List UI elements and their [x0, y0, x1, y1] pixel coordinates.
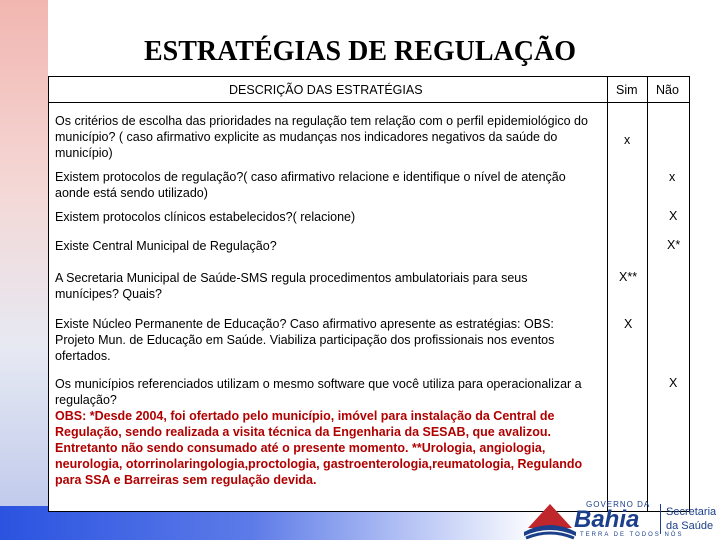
- row-5-sim-mark: X**: [619, 270, 638, 284]
- bahia-emblem-icon: [520, 496, 580, 540]
- header-description: DESCRIÇÃO DAS ESTRATÉGIAS: [229, 83, 423, 97]
- header-no: Não: [656, 83, 679, 97]
- row-5-text: A Secretaria Municipal de Saúde-SMS regula procedimentos ambulatoriais para seus munícipes? Quais?: [55, 271, 528, 301]
- row-4-nao-mark: X*: [667, 238, 681, 252]
- strategies-table: [48, 76, 690, 512]
- secretaria-line-2: da Saúde: [666, 520, 714, 532]
- secretaria-line-1: Secretaria: [666, 506, 717, 518]
- column-divider-sim: [607, 77, 608, 511]
- row-2-text: Existem protocolos de regulação?( caso afirmativo relacione e identifique o nível de atenção aonde está sendo utilizado): [55, 170, 566, 200]
- row-3-text: Existem protocolos clínicos estabelecidos?( relacione): [55, 210, 356, 224]
- row-4-text: Existe Central Municipal de Regulação?: [55, 239, 277, 253]
- header-yes: Sim: [616, 83, 638, 97]
- row-6-sim-mark: X: [624, 317, 633, 331]
- slide-title: ESTRATÉGIAS DE REGULAÇÃO: [143, 36, 577, 67]
- row-3-nao-mark: X: [669, 209, 678, 223]
- logo-divider: [660, 504, 661, 534]
- logo-sub-text: TERRA DE TODOS NÓS: [580, 532, 684, 538]
- row-2-nao-mark: x: [669, 170, 676, 184]
- logo-main-text: Bahia: [574, 506, 640, 533]
- row-6-text: Existe Núcleo Permanente de Educação? Caso afirmativo apresente as estratégias: OBS: Projeto Mun. de Educação em Saúde. Viabiliza participação dos profissionais nos eventos ofertados.: [55, 317, 555, 363]
- logo-top-text: GOVERNO DA: [586, 500, 651, 509]
- row-7-text: [55, 376, 600, 488]
- row-1-text: Os critérios de escolha das prioridades na regulação tem relação com o perfil epidemiológico do município? ( caso afirmativo explicite as mudanças nos indicadores negativos da saúde do município): [55, 114, 588, 160]
- left-decorative-gradient: [0, 0, 48, 540]
- row-7-nao-mark: X: [669, 376, 678, 390]
- governo-bahia-logo: [520, 496, 720, 540]
- row-1-sim-mark: x: [624, 133, 631, 147]
- header-row-divider: [49, 102, 689, 103]
- row-7-observation: OBS: *Desde 2004, foi ofertado pelo município, imóvel para instalação da Central de Regulação, sendo realizada a visita técnica da Engenharia da SESAB, que avalizou. Entretanto não sendo consumado até o presente momento. **Urologia, angiologia, neurologia, otorrinolaringologia,proctologia, gastroenterologia,reumatologia, Regulando para SSA e Barreiras sem regulação devida.: [55, 409, 583, 487]
- row-7-question: Os municípios referenciados utilizam o mesmo software que você utiliza para operacionalizar a regulação?: [55, 377, 582, 407]
- column-divider-nao: [647, 77, 648, 511]
